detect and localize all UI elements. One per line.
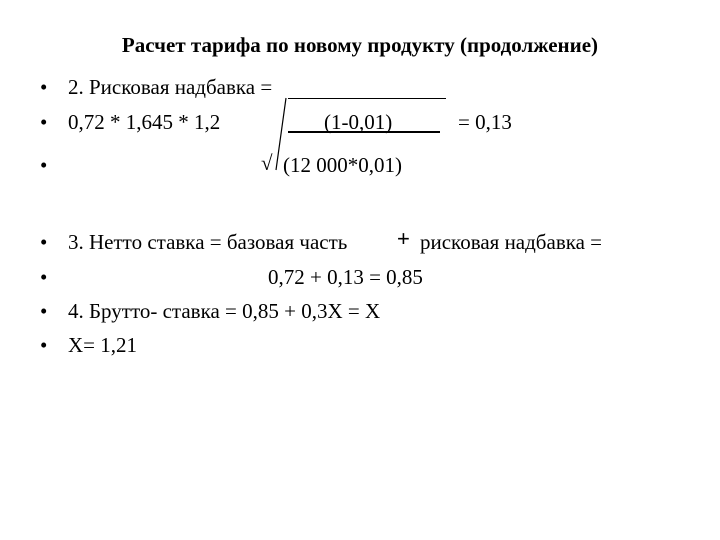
risk-numerator: (1-0,01) [324, 110, 393, 134]
x-value: Х= 1,21 [68, 333, 138, 357]
bullet: • [40, 333, 48, 357]
risk-formula-left: 0,72 * 1,645 * 1,2 [68, 110, 221, 134]
formula-top-rule [288, 98, 446, 99]
plus-sign: + [397, 226, 410, 251]
bullet: • [40, 230, 48, 254]
risk-result: = 0,13 [458, 110, 512, 134]
risk-premium-label: 2. Рисковая надбавка = [68, 75, 273, 99]
net-rate-calc: 0,72 + 0,13 = 0,85 [268, 265, 423, 289]
bullet: • [40, 153, 48, 177]
risk-denominator: (12 000*0,01) [283, 153, 402, 177]
bullet: • [40, 265, 48, 289]
bullet: • [40, 299, 48, 323]
net-rate-rest: рисковая надбавка = [420, 230, 603, 254]
fraction-bar [288, 131, 440, 133]
radical-sign: √ [261, 151, 273, 175]
bullet: • [40, 75, 48, 99]
bullet: • [40, 110, 48, 134]
gross-rate: 4. Брутто- ставка = 0,85 + 0,3Х = Х [68, 299, 381, 323]
slide-title: Расчет тарифа по новому продукту (продолжение) [121, 33, 599, 57]
net-rate-label: 3. Нетто ставка = базовая часть [68, 230, 348, 254]
